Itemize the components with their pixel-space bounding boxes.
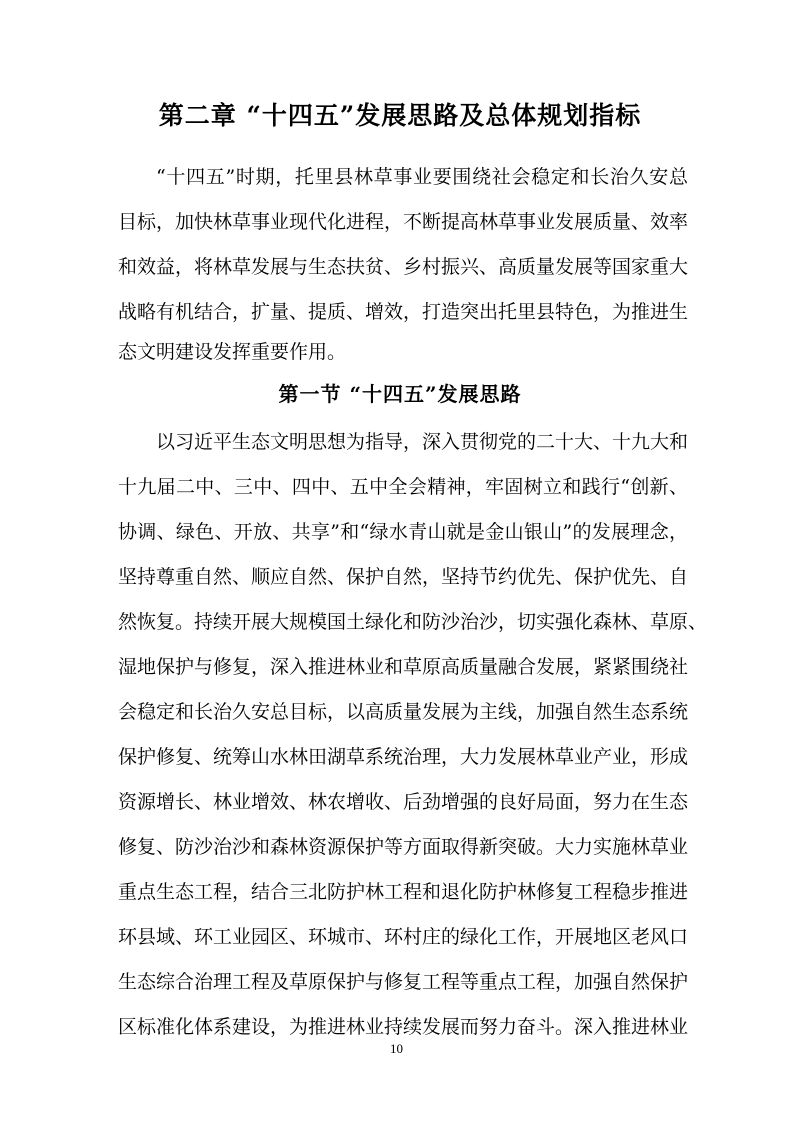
intro-line: 目标，加快林草事业现代化进程，不断提高林草事业发展质量、效率 bbox=[118, 211, 689, 233]
section-line: 十九届二中、三中、四中、五中全会精神，牢固树立和践行“创新、 bbox=[118, 476, 688, 498]
section-line: 湿地保护与修复，深入推进林业和草原高质量融合发展，紧紧围绕社 bbox=[118, 656, 689, 678]
intro-line: “十四五”时期，托里县林草事业要围绕社会稳定和长治久安总 bbox=[156, 166, 688, 188]
section-line: 会稳定和长治久安总目标，以高质量发展为主线，加强自然生态系统 bbox=[118, 701, 689, 723]
section-line: 资源增长、林业增效、林农增收、后劲增强的良好局面，努力在生态 bbox=[118, 791, 689, 813]
section-line: 修复、防沙治沙和森林资源保护等方面取得新突破。大力实施林草业 bbox=[118, 836, 689, 858]
section-line: 生态综合治理工程及草原保护与修复工程等重点工程，加强自然保护 bbox=[118, 971, 689, 993]
section-title: 第一节 “十四五”发展思路 bbox=[278, 382, 522, 406]
chapter-title: 第二章 “十四五”发展思路及总体规划指标 bbox=[158, 101, 642, 130]
section-line: 然恢复。持续开展大规模国土绿化和防沙治沙，切实强化森林、草原、 bbox=[118, 611, 708, 633]
section-line: 保护修复、统筹山水林田湖草系统治理，大力发展林草业产业，形成 bbox=[118, 746, 689, 768]
page-number: 10 bbox=[390, 1041, 403, 1056]
section-line: 区标准化体系建设，为推进林业持续发展而努力奋斗。深入推进林业 bbox=[118, 1016, 689, 1038]
section-line: 环县域、环工业园区、环城市、环村庄的绿化工作，开展地区老风口 bbox=[118, 926, 689, 948]
section-line: 坚持尊重自然、顺应自然、保护自然，坚持节约优先、保护优先、自 bbox=[118, 566, 689, 588]
intro-line: 态文明建设发挥重要作用。 bbox=[118, 341, 347, 363]
section-line: 协调、绿色、开放、共享”和“绿水青山就是金山银山”的发展理念， bbox=[118, 521, 688, 543]
intro-line: 和效益，将林草发展与生态扶贫、乡村振兴、高质量发展等国家重大 bbox=[118, 256, 689, 278]
intro-line: 战略有机结合，扩量、提质、增效，打造突出托里县特色，为推进生 bbox=[118, 301, 689, 323]
section-line: 重点生态工程，结合三北防护林工程和退化防护林修复工程稳步推进 bbox=[118, 881, 689, 903]
section-line: 以习近平生态文明思想为指导，深入贯彻党的二十大、十九大和 bbox=[156, 431, 689, 453]
